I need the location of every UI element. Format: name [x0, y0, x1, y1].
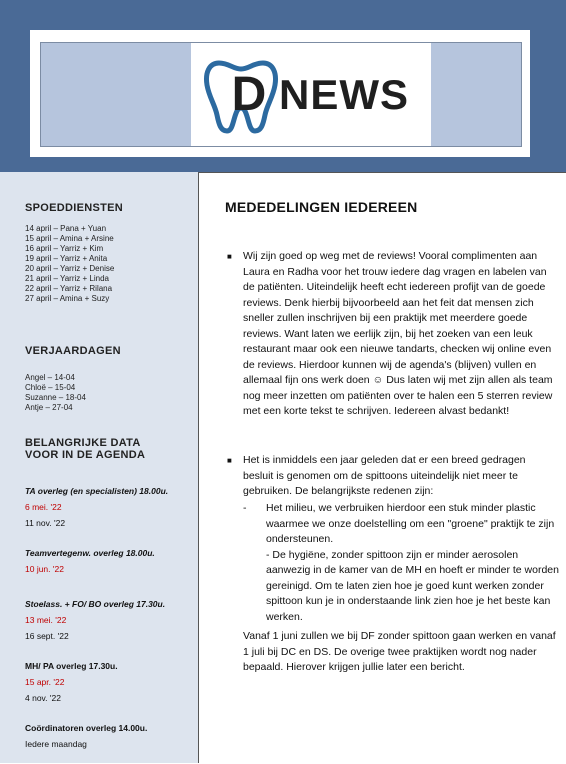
verjaardagen-title: VERJAARDAGEN — [25, 345, 121, 357]
agenda-item-title: Stoelass. + FO/ BO overleg 17.30u. — [25, 599, 166, 609]
agenda-item — [25, 545, 155, 577]
agenda-date: 10 jun. '22 — [25, 564, 64, 574]
reason-hygiene: - De hygiëne, zonder spittoon zijn er minder aerosolen aanwezig in de kamer van de MH en hoeft er minder te worden gereinigd. Om te laten zien hoe je goed kunt werken zonder spittoon kun je in onderstaande link zien hoe je het beste kan werken. — [266, 548, 559, 623]
agenda-item-title: Coördinatoren overleg 14.00u. — [25, 723, 148, 733]
bullet-icon: ■ — [227, 252, 232, 261]
agenda-item — [25, 483, 168, 531]
agenda-section-heading — [25, 437, 145, 461]
verjaardagen-section — [25, 345, 121, 413]
page-title: MEDEDELINGEN IEDEREEN — [225, 199, 418, 215]
header-band — [0, 0, 566, 172]
news-banner — [40, 42, 522, 147]
main-content — [199, 172, 566, 764]
bullet-icon: ■ — [227, 456, 232, 465]
spoeddiensten-section — [25, 202, 123, 304]
sidebar — [0, 172, 199, 763]
verjaardagen-list — [25, 373, 121, 413]
spoeddiensten-list — [25, 224, 123, 304]
spoeddiensten-title: SPOEDDIENSTEN — [25, 202, 124, 214]
agenda-date: 15 apr. '22 — [25, 677, 65, 687]
list-item: 21 april – Yarriz + Linda — [25, 274, 109, 283]
agenda-date: 13 mei. '22 — [25, 615, 67, 625]
logo-letter: D — [231, 68, 267, 121]
announcement-spittoons — [227, 453, 557, 500]
agenda-date: 11 nov. '22 — [25, 518, 66, 528]
agenda-item — [25, 596, 165, 644]
list-item: 22 april – Yarriz + Rilana — [25, 284, 113, 293]
agenda-item-title: MH/ PA overleg 17.30u. — [25, 661, 118, 671]
agenda-title-line2: VOOR IN DE AGENDA — [25, 449, 146, 461]
logo-wordmark: NEWS — [279, 71, 409, 118]
list-item: Antje – 27-04 — [25, 403, 73, 412]
announcement-text: Wij zijn goed op weg met de reviews! Vooral complimenten aan Laura en Radha voor het trouw iedere dag vragen en labelen van de patiënten. Uiteindelijk heeft echt iedereen profijt van de goede reviews. Denk hierbij bijvoorbeeld aan het feit dat mensen zich sneller zullen inschrijven bij een praktijk met meerdere goede reviews. Want laten we eerlijk zijn, bij het zoeken van een leuk restaurant maar ook een nieuwe tandarts, checken wij online even de reviews. Hierdoor kunnen wij de agenda's (blijven) vullen en allemaal fijn ons werk doen ☺ Dus laten wij met zijn allen als team nog meer inzetten om patiënten over te halen een 5 sterren review met een korte tekst te schrijven. Iedereen alvast bedankt! — [243, 250, 553, 417]
agenda-date: 16 sept. '22 — [25, 631, 69, 641]
agenda-date: Iedere maandag — [25, 739, 87, 749]
agenda-item — [25, 720, 147, 752]
closing-paragraph: Vanaf 1 juni zullen we bij DF zonder spittoon gaan werken en vanaf 1 juli bij DC en DS. De overige twee praktijken wordt nog nader bepaald. Hierover krijgen jullie later een bericht. — [243, 630, 556, 673]
reason-environment: Het milieu, we verbruiken hierdoor een stuk minder plastic waarmee we onze doelstelling om een "groene" praktijk te zijn ondersteunen. — [266, 502, 555, 545]
agenda-item-title: Teamvertegenw. overleg 18.00u. — [25, 548, 155, 558]
announcement-reviews — [227, 249, 557, 420]
list-item: 19 april – Yarriz + Anita — [25, 254, 108, 263]
agenda-title-line1: BELANGRIJKE DATA — [25, 437, 141, 449]
list-item: Chloë – 15-04 — [25, 383, 76, 392]
list-item: 27 april – Amina + Suzy — [25, 294, 110, 303]
announcement-text: Het is inmiddels een jaar geleden dat er een breed gedragen besluit is genomen om de spittoons uiteindelijk niet meer te gebruiken. De belangrijkste redenen zijn: — [243, 454, 526, 497]
reason-list — [243, 501, 561, 625]
list-item: Angel – 14-04 — [25, 373, 75, 382]
agenda-item — [25, 658, 118, 706]
list-item: 20 april – Yarriz + Denise — [25, 264, 115, 273]
list-item: Suzanne – 18-04 — [25, 393, 86, 402]
agenda-date: 6 mei. '22 — [25, 502, 62, 512]
header-frame — [30, 30, 530, 157]
list-item: 16 april – Yarriz + Kim — [25, 244, 104, 253]
agenda-item-title: TA overleg (en specialisten) 18.00u. — [25, 486, 169, 496]
dash-marker: - — [243, 502, 247, 514]
list-item: 14 april – Pana + Yuan — [25, 224, 107, 233]
list-item: 15 april – Amina + Arsine — [25, 234, 114, 243]
agenda-date: 4 nov. '22 — [25, 693, 61, 703]
